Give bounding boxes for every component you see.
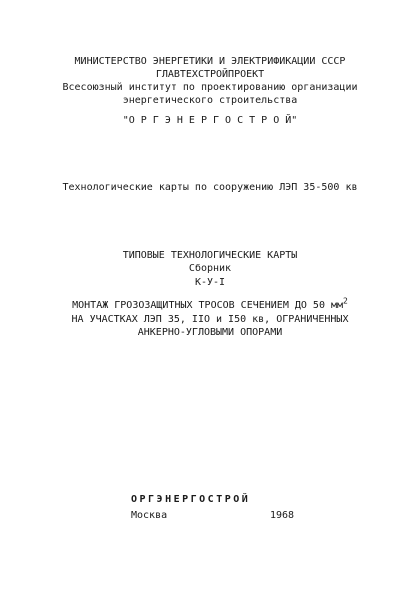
publisher-name: ОРГЭНЕРГОСТРОЙ — [131, 494, 251, 505]
subject-line-1-text: МОНТАЖ ГРОЗОЗАЩИТНЫХ ТРОСОВ СЕЧЕНИЕМ ДО 50 мм — [72, 300, 344, 311]
subject-superscript: 2 — [343, 296, 348, 306]
institute-name: "О Р Г Э Н Е Р Г О С Т Р О Й" — [122, 115, 298, 126]
subject-line-1 — [0, 296, 420, 312]
ministry-line: МИНИСТЕРСТВО ЭНЕРГЕТИКИ И ЭЛЕКТРИФИКАЦИИ СССР — [74, 56, 346, 67]
institute-line-1: Всесоюзный институт по проектированию организации — [62, 82, 358, 93]
publication-city: Москва — [131, 510, 168, 521]
publication-year: 1968 — [270, 510, 295, 521]
collection-code: К-У-I — [194, 277, 226, 288]
series-title: Технологические карты по сооружению ЛЭП 35-500 кв — [62, 182, 358, 193]
institute-line-2: энергетического строительства — [122, 95, 298, 106]
department-line: ГЛАВТЕХСТРОЙПРОЕКТ — [155, 69, 265, 80]
collection-label: Сборник — [188, 263, 232, 274]
subject-line-2: НА УЧАСТКАХ ЛЭП 35, IIO и I50 кв, ОГРАНИЧЕННЫХ — [71, 314, 349, 325]
subject-line-3: АНКЕРНО-УГЛОВЫМИ ОПОРАМИ — [137, 327, 283, 338]
document-type: ТИПОВЫЕ ТЕХНОЛОГИЧЕСКИЕ КАРТЫ — [122, 250, 298, 261]
